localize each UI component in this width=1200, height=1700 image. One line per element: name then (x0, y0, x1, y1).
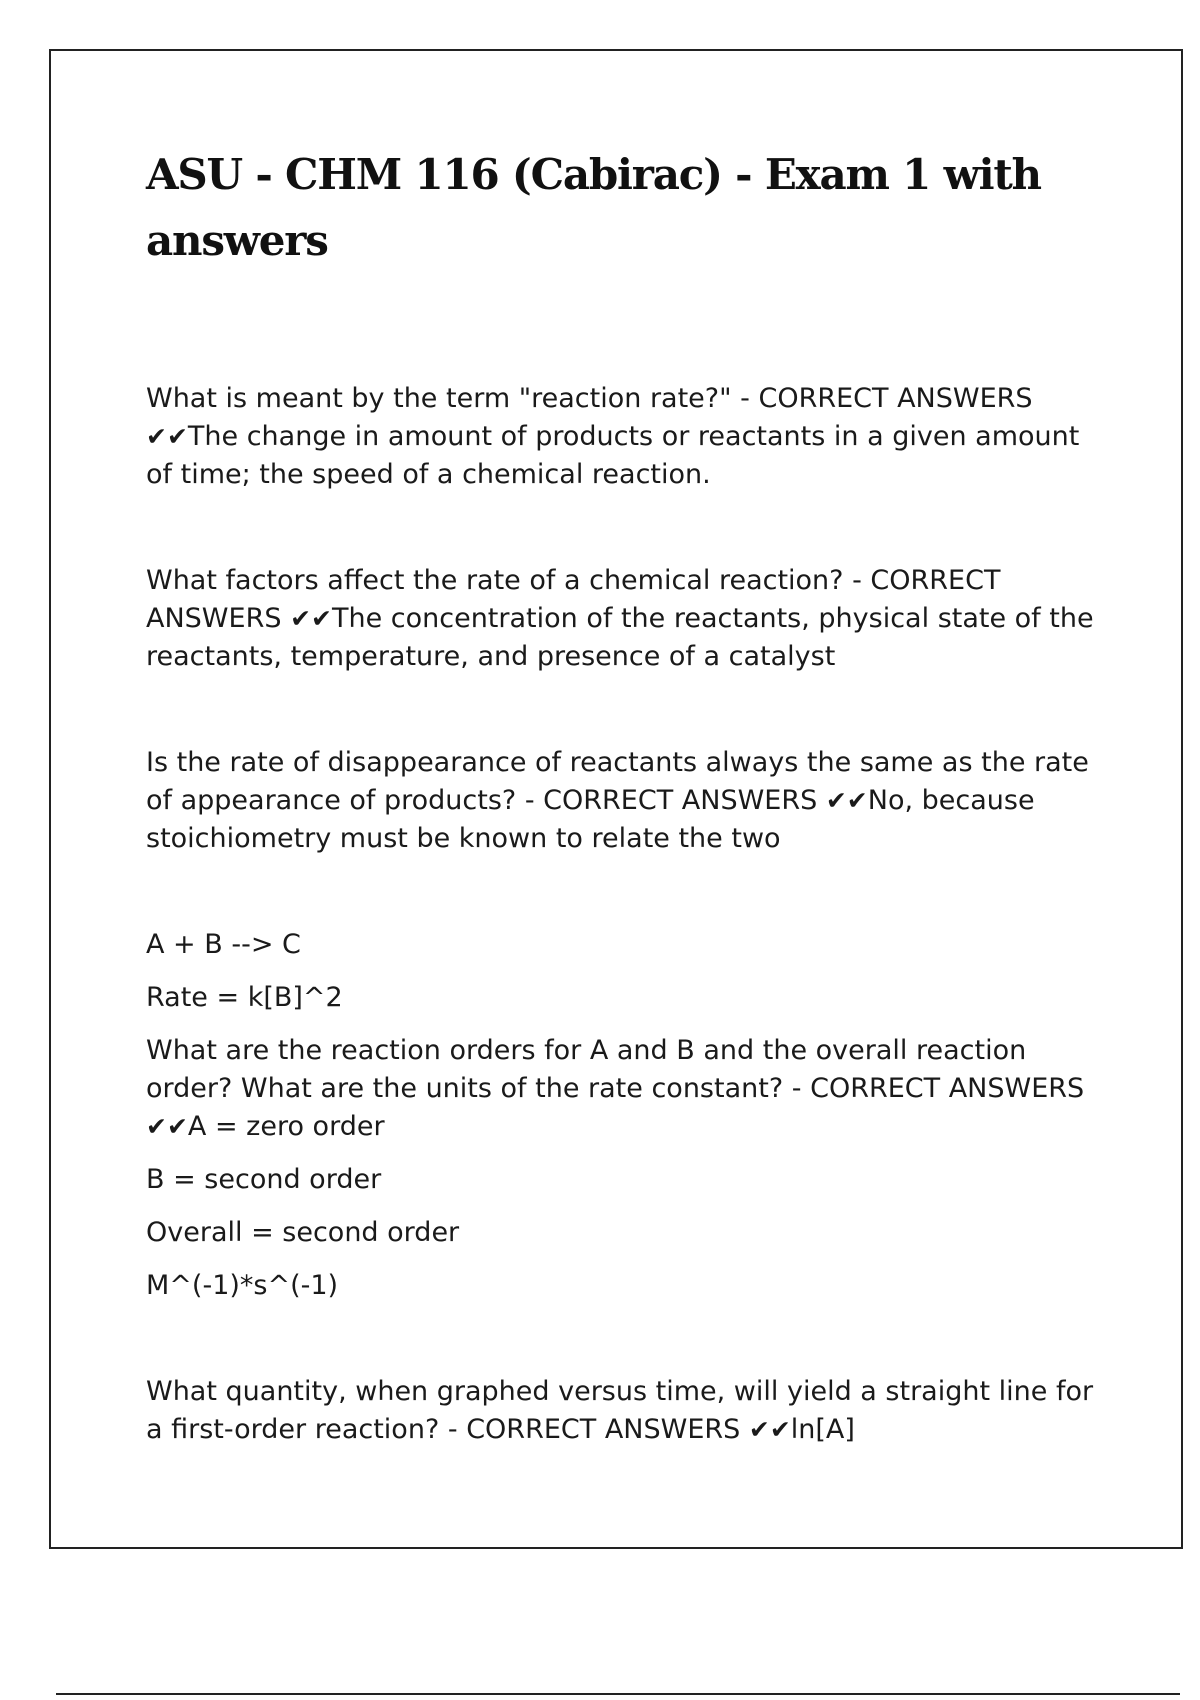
qa-item-4 (146, 926, 1096, 1305)
document-title: ASU - CHM 116 (Cabirac) - Exam 1 with answers (146, 150, 1041, 265)
reaction-equation: A + B --> C (146, 929, 301, 960)
double-check-icon: ✔✔ (146, 422, 188, 451)
qa-paragraph (146, 744, 1096, 858)
answer-marker: - CORRECT ANSWERS (740, 383, 1033, 414)
qa-paragraph (146, 380, 1096, 494)
answer-line: B = second order (146, 1164, 382, 1195)
question-text: What are the reaction orders for A and B and the overall reaction order? What are the units of the rate constant? (146, 1035, 1027, 1104)
qa-item-2 (146, 562, 1096, 676)
footer-rule (56, 1693, 1180, 1695)
answer-text: A = zero order (187, 1111, 385, 1142)
answer-text: No, because stoichiometry must be known to relate the two (146, 785, 1035, 854)
double-check-icon: ✔✔ (825, 786, 868, 815)
question-text: What quantity, when graphed versus time, will yield a straight line for a first-order reaction? (146, 1376, 1094, 1445)
question-text: What is meant by the term "reaction rate?" (146, 383, 732, 414)
qa-item-1 (146, 380, 1096, 494)
document-body (146, 142, 1096, 1517)
answer-marker: - CORRECT ANSWERS (524, 785, 818, 816)
answer-text: The change in amount of products or reactants in a given amount of time; the speed of a chemical reaction. (146, 421, 1080, 490)
qa-paragraph (146, 1373, 1096, 1449)
double-check-icon: ✔✔ (146, 1112, 188, 1141)
answer-marker: - CORRECT ANSWERS (447, 1414, 741, 1445)
answer-line: M^(-1)*s^(-1) (146, 1270, 339, 1301)
answer-text: ln[A] (790, 1414, 855, 1445)
question-text: What factors affect the rate of a chemical reaction? (146, 565, 844, 596)
qa-paragraph (146, 1032, 1096, 1146)
answer-line: Overall = second order (146, 1217, 460, 1248)
answer-marker: - CORRECT ANSWERS (146, 565, 1001, 634)
double-check-icon: ✔✔ (748, 1415, 791, 1444)
qa-item-3 (146, 744, 1096, 858)
question-text: Is the rate of disappearance of reactants always the same as the rate of appearance of products? (146, 747, 1089, 816)
qa-paragraph (146, 562, 1096, 676)
answer-marker: - CORRECT ANSWERS (791, 1073, 1085, 1104)
qa-item-5 (146, 1373, 1096, 1449)
rate-law: Rate = k[B]^2 (146, 982, 343, 1013)
double-check-icon: ✔✔ (290, 604, 332, 633)
answer-text: The concentration of the reactants, physical state of the reactants, temperature, and presence of a catalyst (146, 603, 1094, 672)
